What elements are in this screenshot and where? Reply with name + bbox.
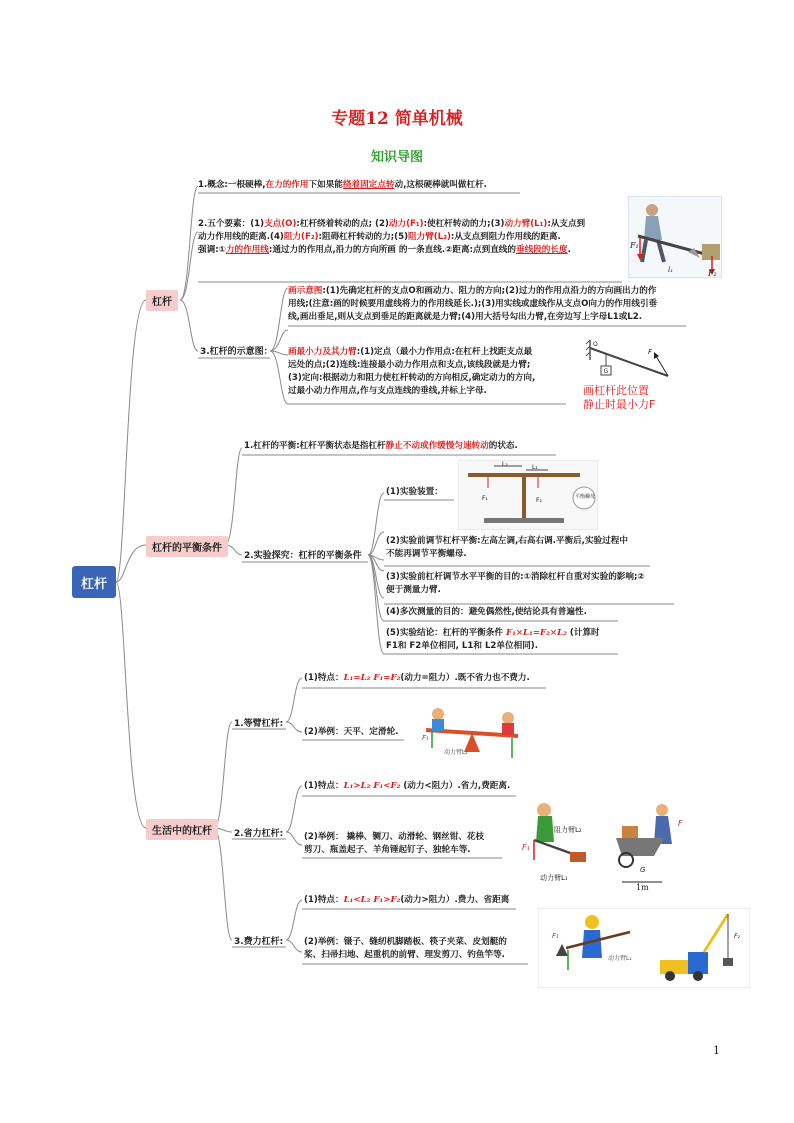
svg-text:F₁: F₁ — [422, 734, 429, 742]
cost-lever-example: (2)举例：镊子、缝纫机脚踏板、筷子夹菜、皮划艇的 桨、扫帚扫地、起重机的前臂、理发剪刀、钓鱼竿等. — [304, 937, 507, 960]
save-power-arm: 动力臂L₁ — [540, 874, 568, 882]
cost-lever-label: 3.费力杠杆: — [234, 937, 284, 947]
lever-diagram-label: 3.杠杆的示意图： — [200, 347, 273, 357]
branch-life: 生活中的杠杆 — [146, 819, 218, 840]
balance-item-4: (4)多次测量的目的：避免偶然性,使结论具有普遍性. — [386, 607, 587, 617]
lever-min-force: 画最小力及其力臂:(1)定点（最小力作用点:在杠杆上找距支点最 远处的点;(2)连线:连接最小动力作用点和支点,该线段就是力臂; (3)定向:根据动力和阻力使杠杆转动的方向相反,确定动力的方向, 过最小动力作用点,作与支点连线的垂线,并标上字母. — [288, 347, 536, 396]
svg-text:F₂: F₂ — [536, 497, 542, 504]
branch-lever: 杠杆 — [146, 290, 178, 311]
svg-text:F₂: F₂ — [734, 933, 740, 940]
lever-concept: 1.概念:一根硬棒,在力的作用下如果能绕着固定点转动,这根硬棒就叫做杠杆. — [198, 180, 487, 190]
svg-text:F₁: F₁ — [522, 843, 530, 852]
equal-arm-label: 1.等臂杠杆: — [234, 719, 284, 729]
svg-text:F: F — [648, 348, 653, 356]
save-lever-label: 2.省力杠杆: — [234, 829, 284, 839]
svg-text:l₁: l₁ — [668, 266, 674, 274]
min-force-diagram — [584, 336, 680, 386]
wheelbarrow-1m: 1m — [636, 883, 649, 892]
seesaw-power-arm: 动力臂L₁ — [444, 749, 468, 756]
equal-arm-example: (2)举例：天平、定滑轮. — [304, 727, 399, 737]
balance-state: 1.杠杆的平衡:杠杆平衡状态是指杠杆静止不动或作缓慢匀速转动的状态. — [244, 441, 518, 451]
balance-item-1: (1)实验装置： — [386, 487, 443, 497]
balance-device-figure — [458, 460, 598, 530]
cost-power-arm: 动力臂L₁ — [608, 955, 632, 962]
balance-nut-label: 平衡螺母 — [575, 494, 596, 500]
page-title: 专题12 简单机械 — [331, 109, 463, 129]
svg-text:G: G — [640, 866, 646, 874]
svg-text:F₁: F₁ — [630, 241, 639, 250]
lever-five-elements: 2.五个要素：(1)支点(O):杠杆绕着转动的点; (2)动力(F₁):使杠杆转动的力;(3)动力臂(L₁):从支点到 动力作用线的距离.(4)阻力(F₂):阻碍杠杆转动的力;(5)阻力臂(L₂):从支点到阻力作用线的距离. 强调:①力的作用线:通过力的作用点,沿力的方向所画 的一条直线.②距离:点到直线的垂线段的长度. — [198, 219, 586, 255]
branch-balance: 杠杆的平衡条件 — [146, 536, 228, 557]
svg-text:L₂: L₂ — [502, 461, 508, 468]
svg-text:F₂: F₂ — [708, 269, 717, 278]
svg-text:G: G — [603, 368, 609, 375]
balance-item-2: (2)实验前调节杠杆平衡:左高左调,右高右调.平衡后,实验过程中 不能再调节平衡螺母. — [386, 536, 628, 559]
page-subtitle: 知识导图 — [370, 150, 423, 165]
svg-text:O: O — [593, 341, 598, 348]
balance-item-3: (3)实验前杠杆调节水平平衡的目的:①消除杠杆自重对实验的影响;② 便于测量力臂. — [386, 572, 645, 595]
save-lever-feature: (1)特点：L₁>L₂ F₁<F₂ (动力<阻力）.省力,费距离. — [304, 781, 511, 791]
lever-draw-steps: 画示意图:(1)先确定杠杆的支点O和画动力、阻力的方向;(2)过力的作用点沿力的方向画出力的作 用线;(注意:画的时候要用虚线将力的作用线延长.);(3)用实线或虚线作从支点O向力的作用线引垂 线,画出垂足,则从支点到垂足的距离就是力臂;(4)用大括号勾出力臂,在旁边写上字母L1或L2. — [288, 286, 658, 322]
save-resist-arm: 阻力臂L₂ — [554, 826, 582, 834]
svg-text:L₁: L₁ — [532, 464, 538, 471]
svg-text:F₁: F₁ — [552, 932, 559, 940]
min-force-caption: 画杠杆此位置 静止时最小力F — [583, 384, 656, 411]
crowbar-figure — [628, 196, 722, 278]
page-number: 1 — [713, 1044, 720, 1057]
save-lever-figures — [514, 796, 704, 892]
cost-lever-feature: (1)特点：L₁<L₂ F₁>F₂(动力>阻力）.费力、省距离 — [304, 895, 510, 905]
svg-text:F: F — [678, 819, 683, 828]
cost-lever-figures — [538, 908, 750, 988]
svg-text:F₁: F₁ — [482, 495, 488, 502]
equal-arm-feature: (1)特点：L₁=L₂ F₁=F₂(动力=阻力）.既不省力也不费力. — [304, 673, 530, 683]
save-lever-example: (2)举例： 撬棒、铡刀、动滑轮、钢丝钳、花枝 剪刀、瓶盖起子、羊角锤起钉子、独轮车等. — [304, 832, 485, 855]
seesaw-figure — [420, 700, 524, 762]
mindmap-root: 杠杆 — [72, 566, 116, 598]
balance-explore: 2.实验探究：杠杆的平衡条件 — [244, 551, 362, 561]
balance-item-5: (5)实验结论：杠杆的平衡条件 F₁×L₁=F₂×L₂ (计算时 F1和 F2单位相同, L1和 L2单位相同). — [386, 628, 600, 651]
